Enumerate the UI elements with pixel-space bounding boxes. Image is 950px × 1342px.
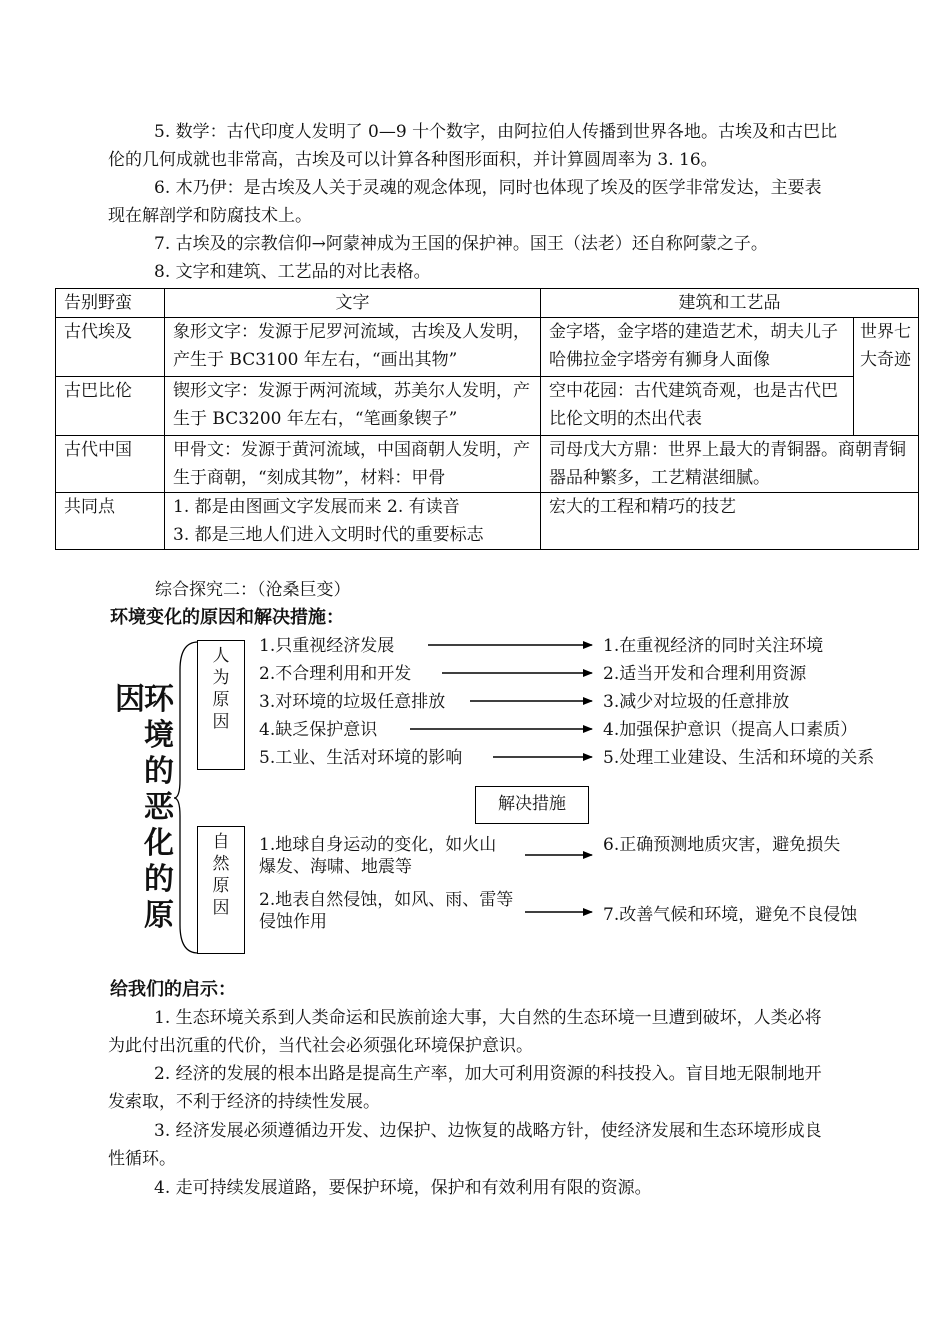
header-cell: 文字 — [165, 289, 541, 318]
insight-2-line1: 2. 经济的发展的根本出路是提高生产率，加大可利用资源的科技投入。盲目地无限制地开 — [154, 1064, 822, 1084]
insight-3 — [108, 1117, 888, 1173]
human-cause-4: 4.缺乏保护意识 — [259, 720, 378, 740]
wonders-cell: 世界七大奇迹 — [854, 318, 919, 436]
vertical-char: 化 — [144, 826, 174, 861]
human-solution-5: 5.处理工业建设、生活和环境的关系 — [603, 748, 875, 768]
common-line1: 1. 都是由图画文字发展而来 2. 有读音 — [173, 497, 460, 517]
vertical-char: 因 — [212, 712, 230, 732]
human-solution-1: 1.在重视经济的同时关注环境 — [603, 636, 824, 656]
vertical-char: 原 — [212, 876, 230, 896]
nature-cause-2-line2: 侵蚀作用 — [259, 912, 327, 932]
vertical-char: 人 — [212, 646, 230, 666]
arch-cell: 宏大的工程和精巧的技艺 — [541, 493, 919, 550]
vertical-char: 的 — [144, 754, 174, 789]
nature-cause-1-line1: 1.地球自身运动的变化，如火山 — [259, 835, 497, 855]
arch-cell: 空中花园：古代建筑奇观，也是古代巴比伦文明的杰出代表 — [541, 377, 854, 436]
vertical-char: 环 — [144, 682, 174, 717]
human-solution-3: 3.减少对垃圾的任意排放 — [603, 692, 790, 712]
row-name: 古代中国 — [56, 436, 165, 493]
human-solution-4: 4.加强保护意识（提高人口素质） — [603, 720, 858, 740]
header-cell: 告别野蛮 — [56, 289, 165, 318]
vertical-char: 的 — [144, 862, 174, 897]
insight-1 — [108, 1004, 888, 1060]
nature-solution-1: 6.正确预测地质灾害，避免损失 — [603, 835, 841, 855]
vertical-char: 自 — [212, 832, 230, 852]
insight-3-line1: 3. 经济发展必须遵循边开发、边保护、边恢复的战略方针，使经济发展和生态环境形成良 — [154, 1121, 822, 1141]
writing-cell: 象形文字：发源于尼罗河流域，古埃及人发明，产生于 BC3100 年左右，“画出其物” — [165, 318, 541, 377]
solution-label-box: 解决措施 — [475, 786, 589, 824]
vertical-char: 为 — [212, 668, 230, 688]
insight-heading: 给我们的启示： — [110, 979, 236, 1000]
writing-cell: 锲形文字：发源于两河流域，苏美尔人发明，产生于 BC3200 年左右，“笔画象锲子” — [165, 377, 541, 436]
vertical-char: 原 — [212, 690, 230, 710]
intro-8-line: 8. 文字和建筑、工艺品的对比表格。 — [154, 262, 431, 282]
section2-title: 综合探究二：（沧桑巨变） — [155, 580, 351, 600]
arch-cell: 金字塔，金字塔的建造艺术，胡夫儿子哈佛拉金字塔旁有狮身人面像 — [541, 318, 854, 377]
vertical-char: 因 — [212, 898, 230, 918]
nature-cause-2-line1: 2.地表自然侵蚀，如风、雨、雷等 — [259, 890, 514, 910]
insight-1-line2: 为此付出沉重的代价，当代社会必须强化环境保护意识。 — [108, 1036, 533, 1056]
nature-solution-2: 7.改善气候和环境，避免不良侵蚀 — [603, 905, 858, 925]
vertical-char: 恶 — [144, 790, 174, 825]
intro-6-line2: 现在解剖学和防腐技术上。 — [108, 206, 312, 226]
vertical-char: 原 — [144, 898, 174, 933]
intro-6-line1: 6. 木乃伊：是古埃及人关于灵魂的观念体现，同时也体现了埃及的医学非常发达，主要表 — [154, 178, 822, 198]
row-name: 共同点 — [56, 493, 165, 550]
vertical-char: 然 — [212, 854, 230, 874]
human-cause-5: 5.工业、生活对环境的影响 — [259, 748, 463, 768]
human-cause-2: 2.不合理利用和开发 — [259, 664, 412, 684]
common-line2: 3. 都是三地人们进入文明时代的重要标志 — [173, 525, 484, 545]
human-solution-2: 2.适当开发和合理利用资源 — [603, 664, 807, 684]
insight-1-line1: 1. 生态环境关系到人类命运和民族前途大事，大自然的生态环境一旦遭到破坏，人类必将 — [154, 1008, 822, 1028]
intro-7-line: 7. 古埃及的宗教信仰→阿蒙神成为王国的保护神。国王（法老）还自称阿蒙之子。 — [154, 234, 768, 254]
writing-cell: 甲骨文：发源于黄河流域，中国商朝人发明，产生于商朝，“刻成其物”，材料：甲骨 — [165, 436, 541, 493]
vertical-char: 境 — [144, 718, 174, 753]
row-name: 古巴比伦 — [56, 377, 165, 436]
human-cause-1: 1.只重视经济发展 — [259, 636, 395, 656]
row-name: 古代埃及 — [56, 318, 165, 377]
insight-4 — [108, 1174, 888, 1202]
header-cell: 建筑和工艺品 — [541, 289, 919, 318]
insight-2 — [108, 1060, 888, 1116]
section2-heading: 环境变化的原因和解决措施： — [110, 607, 344, 628]
intro-5-line1: 5. 数学：古代印度人发明了 0—9 十个数字，由阿拉伯人传播到世界各地。古埃及和古巴比 — [154, 122, 838, 142]
insight-2-line2: 发索取，不利于经济的持续性发展。 — [108, 1092, 380, 1112]
big-title-char: 因 — [115, 682, 145, 717]
nature-cause-1-line2: 爆发、海啸、地震等 — [259, 857, 412, 877]
insight-3-line2: 性循环。 — [108, 1149, 176, 1169]
intro-5-line2: 伦的几何成就也非常高，古埃及可以计算各种图形面积，并计算圆周率为 3. 16。 — [108, 150, 718, 170]
insight-4-line: 4. 走可持续发展道路，要保护环境，保护和有效利用有限的资源。 — [154, 1178, 652, 1198]
arch-cell: 司母戊大方鼎：世界上最大的青铜器。商朝青铜器品种繁多，工艺精湛细腻。 — [541, 436, 919, 493]
human-cause-3: 3.对环境的垃圾任意排放 — [259, 692, 446, 712]
